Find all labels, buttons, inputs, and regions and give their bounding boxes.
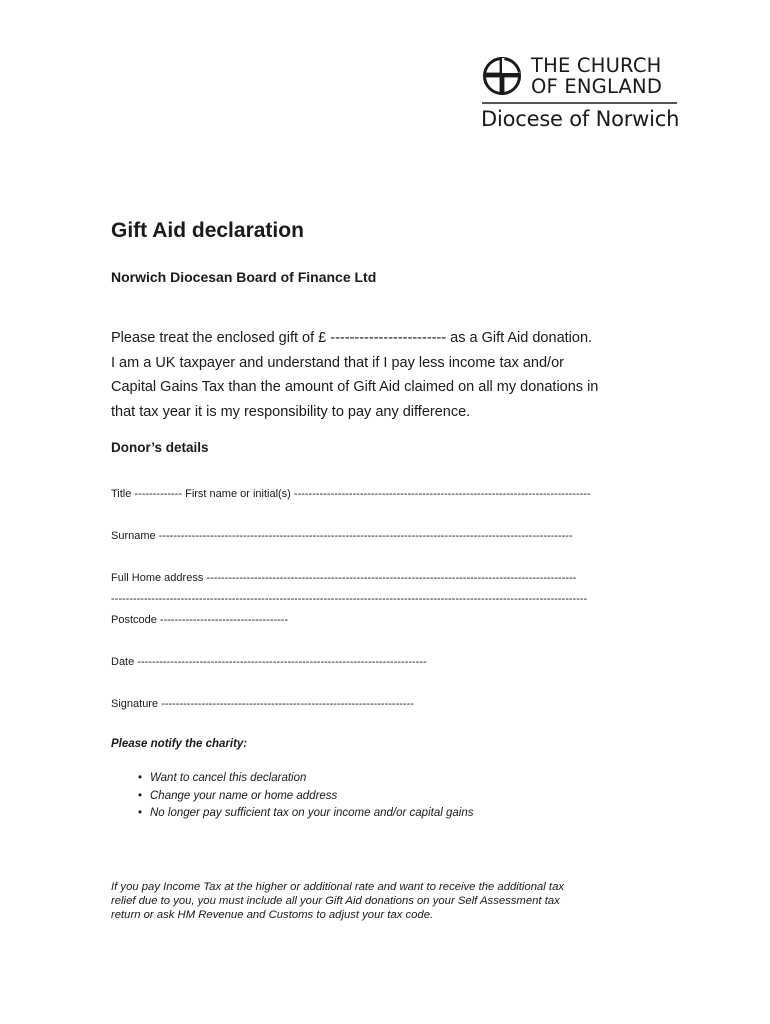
surname-field[interactable]: Surname ----------------------------------------------------------------------------------------------------------------- bbox=[111, 530, 573, 542]
notify-item-text: No longer pay sufficient tax on your income and/or capital gains bbox=[150, 807, 474, 819]
logo-divider bbox=[482, 102, 677, 104]
logo-wordmark bbox=[531, 55, 662, 97]
date-field[interactable]: Date ------------------------------------------------------------------------------- bbox=[111, 656, 427, 668]
footer-line-3: return or ask HM Revenue and Customs to adjust your tax code. bbox=[111, 909, 434, 921]
list-item: • Change your name or home address bbox=[138, 789, 338, 802]
notify-item-text: Want to cancel this declaration bbox=[150, 772, 307, 784]
list-item: • Want to cancel this declaration bbox=[138, 772, 307, 784]
footer-line-2: relief due to you, you must include all your Gift Aid donations on your Self Assessment tax bbox=[111, 895, 560, 907]
church-cross-icon bbox=[481, 55, 523, 97]
signature-field[interactable]: Signature --------------------------------------------------------------------- bbox=[111, 698, 414, 710]
declaration-line-1: Please treat the enclosed gift of £ ------------------------ as a Gift Aid donation. bbox=[111, 330, 593, 346]
declaration-text bbox=[111, 326, 651, 425]
donor-details-heading: Donor’s details bbox=[111, 440, 209, 455]
declaration-line-2: I am a UK taxpayer and understand that if I pay less income tax and/or bbox=[111, 354, 564, 371]
notify-list bbox=[138, 770, 473, 823]
footer-note bbox=[111, 880, 641, 922]
declaration-line-3: Capital Gains Tax than the amount of Gift Aid claimed on all my donations in bbox=[111, 379, 599, 396]
address-field[interactable]: Full Home address ----------------------------------------------------------------------------------------------------- bbox=[111, 572, 577, 584]
page-title: Gift Aid declaration bbox=[111, 219, 304, 242]
address-field-continued[interactable]: ---------------------------------------------------------------------------------------------------------------------------------- bbox=[111, 593, 588, 605]
list-item: • No longer pay sufficient tax on your income and/or capital gains bbox=[138, 807, 474, 819]
diocese-name: Diocese of Norwich bbox=[481, 107, 680, 131]
title-name-field[interactable]: Title ------------- First name or initial(s) --------------------------------------------------------------------------------- bbox=[111, 488, 591, 500]
logo-line-1: THE CHURCH bbox=[531, 54, 662, 77]
postcode-field[interactable]: Postcode ----------------------------------- bbox=[111, 614, 289, 626]
notify-heading: Please notify the charity: bbox=[111, 738, 248, 750]
organisation-name: Norwich Diocesan Board of Finance Ltd bbox=[111, 269, 377, 285]
notify-item-text: Change your name or home address bbox=[150, 789, 338, 802]
logo-line-2: OF ENGLAND bbox=[531, 75, 663, 98]
declaration-line-4: that tax year it is my responsibility to pay any difference. bbox=[111, 404, 471, 421]
church-of-england-logo bbox=[481, 55, 681, 135]
footer-line-1: If you pay Income Tax at the higher or additional rate and want to receive the additional tax bbox=[111, 881, 564, 893]
